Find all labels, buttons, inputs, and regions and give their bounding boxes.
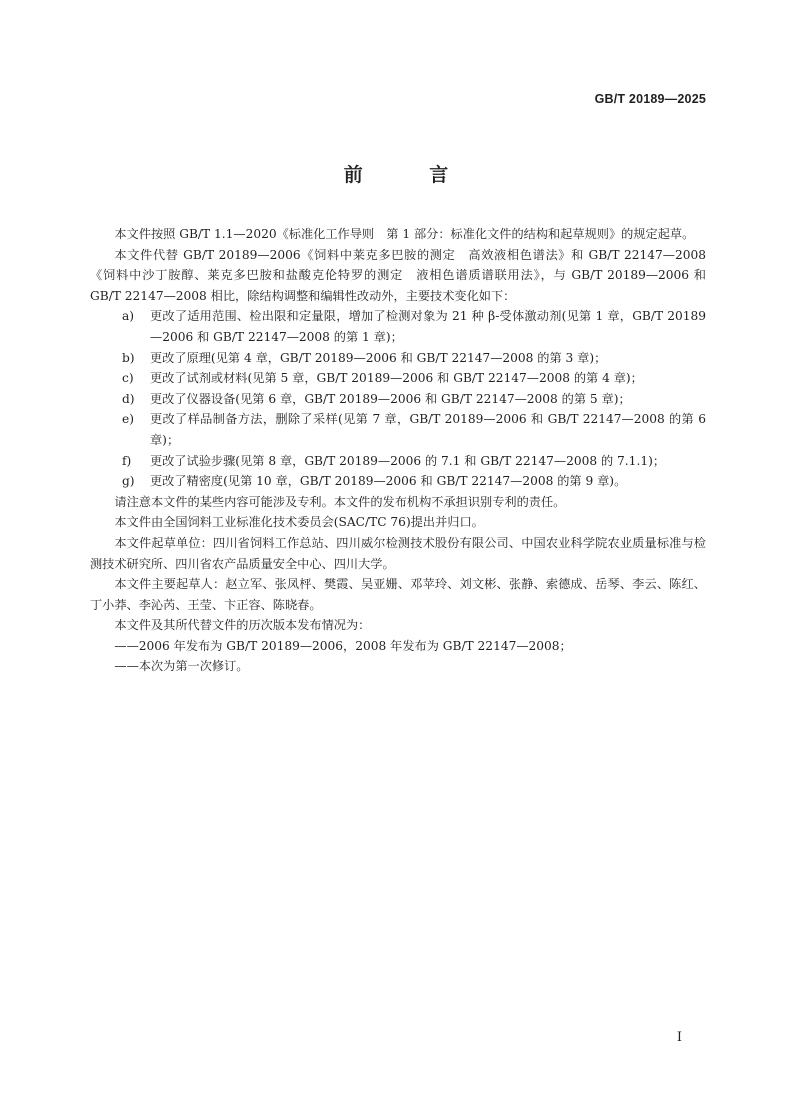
page-number: I	[676, 1030, 682, 1045]
list-item	[90, 471, 706, 492]
list-marker: c)	[122, 371, 134, 386]
paragraph-drafting-rules: 本文件按照 GB/T 1.1—2020《标准化工作导则 第 1 部分：标准化文件的结构和起草规则》的规定起草。	[114, 227, 695, 241]
page-title: 前 言	[343, 164, 479, 186]
list-item	[90, 389, 706, 410]
list-item	[90, 348, 706, 369]
list-item-text: 更改了试验步骤(见第 8 章，GB/T 20189—2006 的 7.1 和 GB/T 22147—2008 的 7.1.1)；	[150, 453, 666, 468]
list-item-text: 更改了样品制备方法，删除了采样(见第 7 章，GB/T 20189—2006 和 GB/T 22147—2008 的第 6 章)；	[150, 412, 706, 447]
list-marker: g)	[122, 474, 135, 489]
list-marker: b)	[122, 350, 135, 365]
list-marker: e)	[122, 412, 134, 427]
patent-notice: 请注意本文件的某些内容可能涉及专利。本文件的发布机构不承担识别专利的责任。	[114, 494, 566, 509]
foreword-content	[90, 224, 706, 677]
std-code-header: GB/T 20189—2025	[594, 92, 706, 106]
history-item: ——本次为第一次修订。	[114, 659, 249, 674]
list-item-text: 更改了仪器设备(见第 6 章，GB/T 20189—2006 和 GB/T 22147—2008 的第 5 章)；	[150, 391, 631, 406]
list-item	[90, 409, 706, 450]
paragraph-replacement: 本文件代替 GB/T 20189—2006《饲料中莱克多巴胺的测定 高效液相色谱法》和 GB/T 22147—2008《饲料中沙丁胺醇、莱克多巴胺和盐酸克伦特罗的测定 液相色谱质谱联用法》，与 GB/T 20189—2006 和 GB/T 22147—2008 相比，除结构调整和编辑性改动外，主要技术变化如下：	[90, 247, 706, 303]
list-item-text: 更改了适用范围、检出限和定量限，增加了检测对象为 21 种 β-受体激动剂(见第 1 章，GB/T 20189—2006 和 GB/T 22147—2008 的第 1 章)；	[150, 309, 706, 344]
list-marker: f)	[122, 453, 132, 468]
list-item-text: 更改了原理(见第 4 章，GB/T 20189—2006 和 GB/T 22147—2008 的第 3 章)；	[150, 350, 607, 365]
drafting-units: 本文件起草单位：四川省饲料工作总站、四川威尔检测技术股份有限公司、中国农业科学院农业质量标准与检测技术研究所、四川省农产品质量安全中心、四川大学。	[90, 535, 706, 571]
list-item	[90, 451, 706, 472]
change-list	[90, 306, 706, 491]
list-item-text: 更改了精密度(见第 10 章，GB/T 20189—2006 和 GB/T 22147—2008 的第 9 章)。	[150, 474, 627, 489]
list-item	[90, 306, 706, 347]
list-marker: d)	[122, 391, 135, 406]
history-intro: 本文件及其所代替文件的历次版本发布情况为：	[114, 618, 371, 633]
proposer-statement: 本文件由全国饲料工业标准化技术委员会(SAC/TC 76)提出并归口。	[114, 515, 484, 530]
drafters: 本文件主要起草人：赵立军、张凤枰、樊霞、吴亚姗、邓苹玲、刘文彬、张静、索德成、岳琴、李云、陈红、丁小莽、李沁芮、王莹、卞正容、陈晓春。	[90, 577, 706, 612]
list-item	[90, 368, 706, 389]
list-item-text: 更改了试剂或材料(见第 5 章，GB/T 20189—2006 和 GB/T 22147—2008 的第 4 章)；	[150, 371, 643, 386]
list-marker: a)	[122, 309, 135, 324]
history-item: ——2006 年发布为 GB/T 20189—2006，2008 年发布为 GB/T 22147—2008；	[114, 638, 572, 653]
